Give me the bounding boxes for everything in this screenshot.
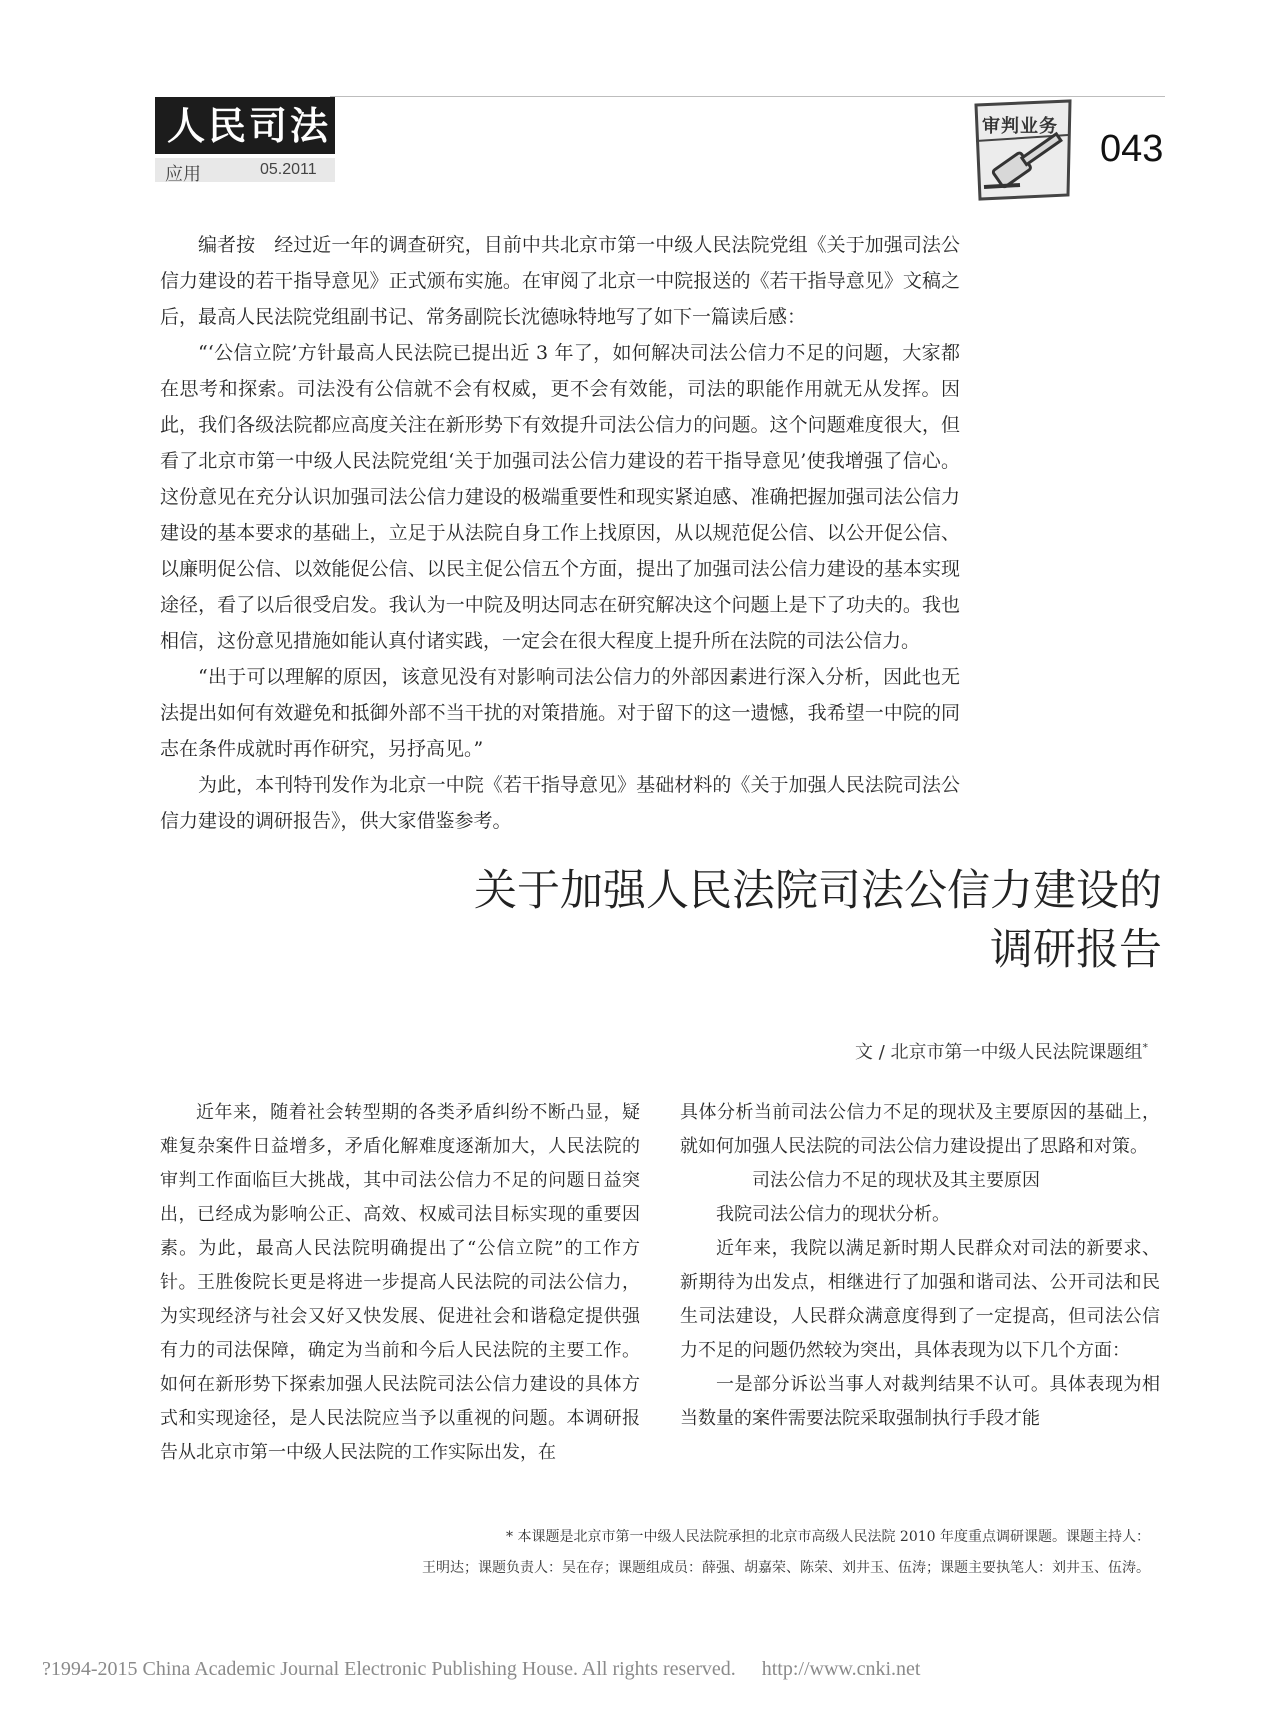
issue-strip [155,158,335,182]
subsection-heading: 我院司法公信力的现状分析。 [716,1204,950,1225]
article-title-line2: 调研报告 [990,925,1162,975]
issue-number: 05.2011 [260,161,317,178]
body-paragraph: 近年来，随着社会转型期的各类矛盾纠纷不断凸显，疑难复杂案件日益增多，矛盾化解难度逐渐加大，人民法院的审判工作面临巨大挑战，其中司法公信力不足的问题日益突出，已经成为影响公正、高效、权威司法目标实现的重要因素。为此，最高人民法院明确提出了“公信立院”的工作方针。王胜俊院长更是将进一步提高人民法院的司法公信力，为实现经济与社会又好又快发展、促进社会和谐稳定提供强有力的司法保障，确定为当前和今后人民法院的主要工作。如何在新形势下探索加强人民法院司法公信力建设的具体方式和实现途径，是人民法院应当予以重视的问题。本调研报告从北京市第一中级人民法院的工作实际出发，在 [160,1102,640,1463]
section-badge-label: 审判业务 [982,116,1058,136]
cnki-link[interactable]: http://www.cnki.net [761,1658,921,1680]
article-title-line1: 关于加强人民法院司法公信力建设的 [474,866,1162,916]
editor-note-paragraph: “出于可以理解的原因，该意见没有对影响司法公信力的外部因素进行深入分析，因此也无法提出如何有效避免和抵御外部不当干扰的对策措施。对于留下的这一遗憾，我希望一中院的同志在条件成就时再作研究，另抒高见。” [160,666,960,760]
body-paragraph: 一是部分诉讼当事人对裁判结果不认可。具体表现为相当数量的案件需要法院采取强制执行手段才能 [680,1374,1160,1429]
copyright-text: ?1994-2015 China Academic Journal Electronic Publishing House. All rights reserved. [42,1658,736,1680]
body-column-right [680,1096,1160,1436]
column-label: 应用 [165,164,201,184]
editor-note-paragraph: 为此，本刊特刊发作为北京一中院《若干指导意见》基础材料的《关于加强人民法院司法公信力建设的调研报告》，供大家借鉴参考。 [160,774,960,832]
section-badge [968,95,1078,205]
journal-masthead: 人民司法 [155,97,335,154]
body-column-left [160,1096,640,1470]
page-number: 043 [1100,128,1164,170]
section-heading: 司法公信力不足的现状及其主要原因 [752,1170,1040,1191]
article-byline [600,1038,1148,1064]
body-paragraph: 具体分析当前司法公信力不足的现状及主要原因的基础上，就如何加强人民法院的司法公信力建设提出了思路和对策。 [680,1102,1160,1157]
body-paragraph: 近年来，我院以满足新时期人民群众对司法的新要求、新期待为出发点，相继进行了加强和谐司法、公开司法和民生司法建设，人民群众满意度得到了一定提高，但司法公信力不足的问题仍然较为突出，具体表现为以下几个方面： [680,1238,1160,1361]
editor-note [160,227,960,839]
article-title [300,862,1162,980]
byline-text: 文 / 北京市第一中级人民法院课题组 [854,1042,1143,1063]
footnote-line: * 本课题是北京市第一中级人民法院承担的北京市高级人民法院 2010 年度重点调研课题。课题主持人： [506,1529,1150,1545]
editor-note-paragraph: 编者按 经过近一年的调查研究，目前中共北京市第一中级人民法院党组《关于加强司法公信力建设的若干指导意见》正式颁布实施。在审阅了北京一中院报送的《若干指导意见》文稿之后，最高人民法院党组副书记、常务副院长沈德咏特地写了如下一篇读后感： [160,234,960,328]
byline-footnote-mark: * [1142,1041,1148,1054]
editor-note-paragraph: “‘公信立院’方针最高人民法院已提出近 3 年了，如何解决司法公信力不足的问题，大家都在思考和探索。司法没有公信就不会有权威，更不会有效能，司法的职能作用就无从发挥。因此，我们各级法院都应高度关注在新形势下有效提升司法公信力的问题。这个问题难度很大，但看了北京市第一中级人民法院党组‘关于加强司法公信力建设的若干指导意见’使我增强了信心。这份意见在充分认识加强司法公信力建设的极端重要性和现实紧迫感、准确把握加强司法公信力建设的基本要求的基础上，立足于从法院自身工作上找原因，从以规范促公信、以公开促公信、以廉明促公信、以效能促公信、以民主促公信五个方面，提出了加强司法公信力建设的基本实现途径，看了以后很受启发。我认为一中院及明达同志在研究解决这个问题上是下了功夫的。我也相信，这份意见措施如能认真付诸实践，一定会在很大程度上提升所在法院的司法公信力。 [160,342,960,652]
footnote [380,1522,1150,1584]
copyright-footer [42,1658,920,1681]
footnote-line: 王明达；课题负责人：吴在存；课题组成员：薛强、胡嘉荣、陈荣、刘井玉、伍涛；课题主要执笔人：刘井玉、伍涛。 [422,1560,1150,1576]
